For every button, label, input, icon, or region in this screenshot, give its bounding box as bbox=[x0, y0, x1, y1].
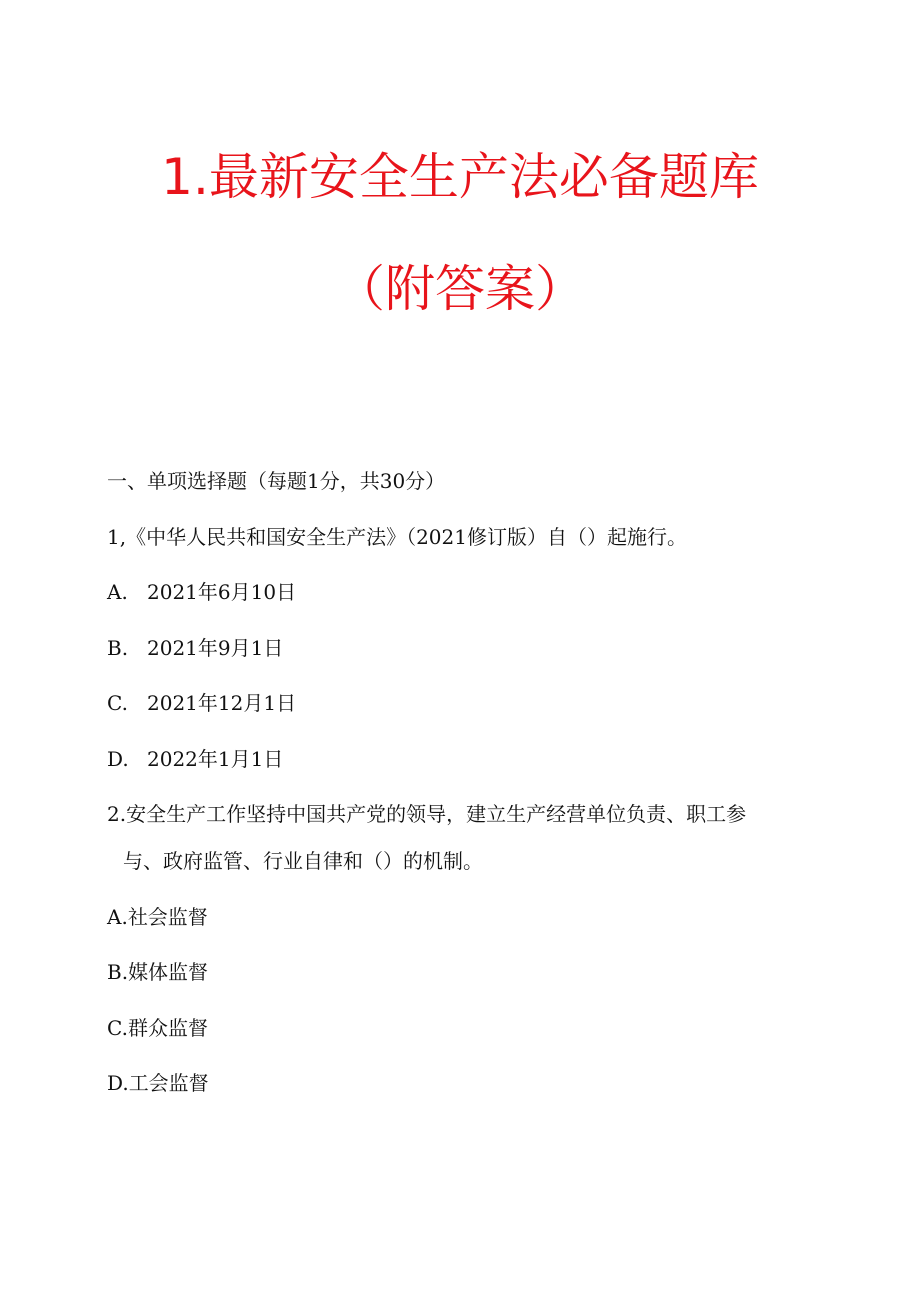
question-1-text: 1,《中华人民共和国安全生产法》（2021修订版）自（）起施行。 bbox=[107, 524, 687, 549]
document-title-line2: （附答案） bbox=[335, 260, 585, 318]
option-text: 2021年12月1日 bbox=[147, 691, 297, 715]
question-2-option-c bbox=[107, 1009, 807, 1047]
option-label: D. bbox=[107, 1071, 129, 1095]
option-text: 工会监督 bbox=[128, 1071, 209, 1095]
option-label: A. bbox=[107, 580, 128, 604]
document-body bbox=[107, 462, 807, 1120]
option-label: D. bbox=[107, 746, 129, 771]
option-label: C. bbox=[107, 691, 128, 715]
question-2 bbox=[107, 795, 807, 880]
option-text: 2022年1月1日 bbox=[147, 746, 284, 771]
document-title-line1: 1.最新安全生产法必备题库 bbox=[161, 148, 759, 206]
option-label: B. bbox=[107, 960, 129, 984]
question-1-option-c bbox=[107, 684, 807, 722]
question-2-text-line2: 与、政府监管、行业自律和（）的机制。 bbox=[123, 849, 483, 873]
question-1-option-d bbox=[107, 740, 807, 778]
option-label: C. bbox=[107, 1015, 128, 1040]
option-text: 2021年9月1日 bbox=[147, 635, 284, 660]
option-label: A. bbox=[107, 904, 128, 929]
question-1-option-a bbox=[107, 573, 807, 611]
section-heading: 一、单项选择题（每题1分，共30分） bbox=[107, 469, 446, 493]
option-text: 社会监督 bbox=[127, 904, 208, 929]
option-text: 群众监督 bbox=[127, 1015, 208, 1040]
option-text: 媒体监督 bbox=[128, 960, 209, 984]
question-2-option-b bbox=[107, 953, 807, 991]
question-2-text-line1: 2.安全生产工作坚持中国共产党的领导，建立生产经营单位负责、职工参 bbox=[107, 802, 747, 826]
question-2-option-a bbox=[107, 898, 807, 936]
option-label: B. bbox=[107, 635, 129, 660]
question-2-option-d bbox=[107, 1064, 807, 1102]
option-text: 2021年6月10日 bbox=[147, 580, 297, 604]
question-1-option-b bbox=[107, 629, 807, 667]
